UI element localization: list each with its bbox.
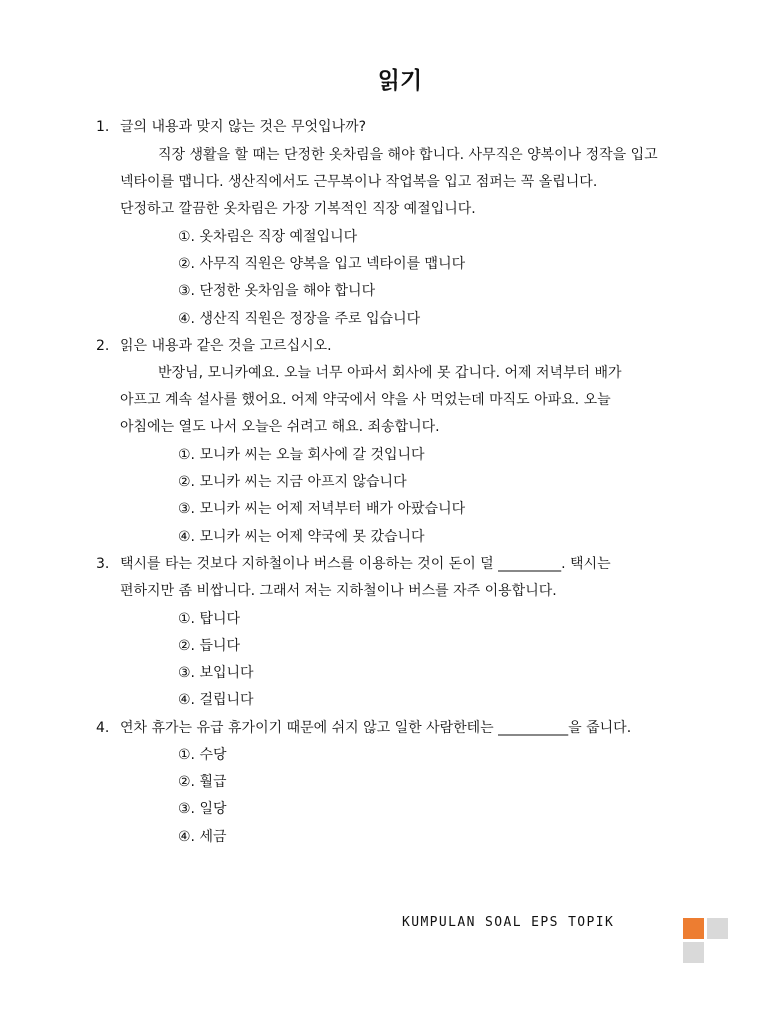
answer-option[interactable]: ②. 사무직 직원은 양복을 입고 넥타이를 맵니다 <box>178 256 466 272</box>
answer-option[interactable]: ③. 보입니다 <box>178 665 254 681</box>
answer-option[interactable]: ④. 걸립니다 <box>178 692 254 708</box>
answer-option[interactable]: ④. 생산직 직원은 정장을 주로 입습니다 <box>178 311 421 327</box>
question-text: 읽은 내용과 같은 것을 고르십시오. <box>120 338 332 354</box>
passage-line: 아프고 계속 설사를 했어요. 어제 약국에서 약을 사 먹었는데 마직도 아파요. 오늘 <box>120 392 611 408</box>
passage-line: 단정하고 깔끔한 옷차림은 가장 기복적인 직장 예절입니다. <box>120 201 476 217</box>
passage-line: 반장님, 모니카예요. 오늘 너무 아파서 회사에 못 갑니다. 어제 저녁부터 배가 <box>158 365 622 381</box>
answer-option[interactable]: ③. 모니카 씨는 어제 저녁부터 배가 아팠습니다 <box>178 501 466 517</box>
answer-option[interactable]: ①. 탑니다 <box>178 611 241 627</box>
question-number: 4. <box>96 720 110 736</box>
answer-option[interactable]: ②. 듭니다 <box>178 638 241 654</box>
question-prompt <box>96 118 366 136</box>
passage-line: 넥타이를 맵니다. 생산직에서도 근무복이나 작업복을 입고 점퍼는 꼭 올립니다. <box>120 174 598 190</box>
question-prompt <box>96 719 631 737</box>
passage-line: 아침에는 열도 나서 오늘은 쉬려고 해요. 죄송합니다. <box>120 419 440 435</box>
question-text-continued: 편하지만 좀 비쌉니다. 그래서 저는 지하철이나 버스를 자주 이용합니다. <box>120 583 557 599</box>
question-number: 3. <box>96 556 110 572</box>
answer-option[interactable]: ①. 모니카 씨는 오늘 회사에 갈 것입니다 <box>178 447 425 463</box>
passage-line: 직장 생활을 할 때는 단정한 옷차림을 해야 합니다. 사무직은 양복이나 정작을 입고 <box>158 147 658 163</box>
question-prompt <box>96 555 611 573</box>
question-text: 연차 휴가는 유급 휴가이기 때문에 쉬지 않고 일한 사람한테는 __________을 줍니다. <box>120 720 632 736</box>
answer-option[interactable]: ②. 모니카 씨는 지금 아프지 않습니다 <box>178 474 407 490</box>
question-number: 2. <box>96 338 110 354</box>
answer-option[interactable]: ④. 세금 <box>178 829 227 845</box>
footer-decoration-square-orange <box>683 918 704 939</box>
answer-option[interactable]: ①. 수당 <box>178 747 227 763</box>
answer-option[interactable]: ③. 단정한 옷차임을 해야 합니다 <box>178 283 376 299</box>
answer-option[interactable]: ②. 훨급 <box>178 774 227 790</box>
page-title: 읽기 <box>377 68 423 94</box>
question-text: 택시를 타는 것보다 지하철이나 버스를 이용하는 것이 돈이 덜 _________. 택시는 <box>120 556 611 572</box>
question-text: 글의 내용과 맞지 않는 것은 무엇입나까? <box>120 119 367 135</box>
answer-option[interactable]: ①. 옷차림은 직장 예절입니다 <box>178 229 358 245</box>
question-number: 1. <box>96 119 110 135</box>
footer-decoration-square-grey <box>707 918 728 939</box>
answer-option[interactable]: ④. 모니카 씨는 어제 약국에 못 갔습니다 <box>178 529 425 545</box>
footer-decoration-square-grey <box>683 942 704 963</box>
footer-text: KUMPULAN SOAL EPS TOPIK <box>402 915 615 930</box>
question-prompt <box>96 337 332 355</box>
answer-option[interactable]: ③. 일당 <box>178 801 227 817</box>
